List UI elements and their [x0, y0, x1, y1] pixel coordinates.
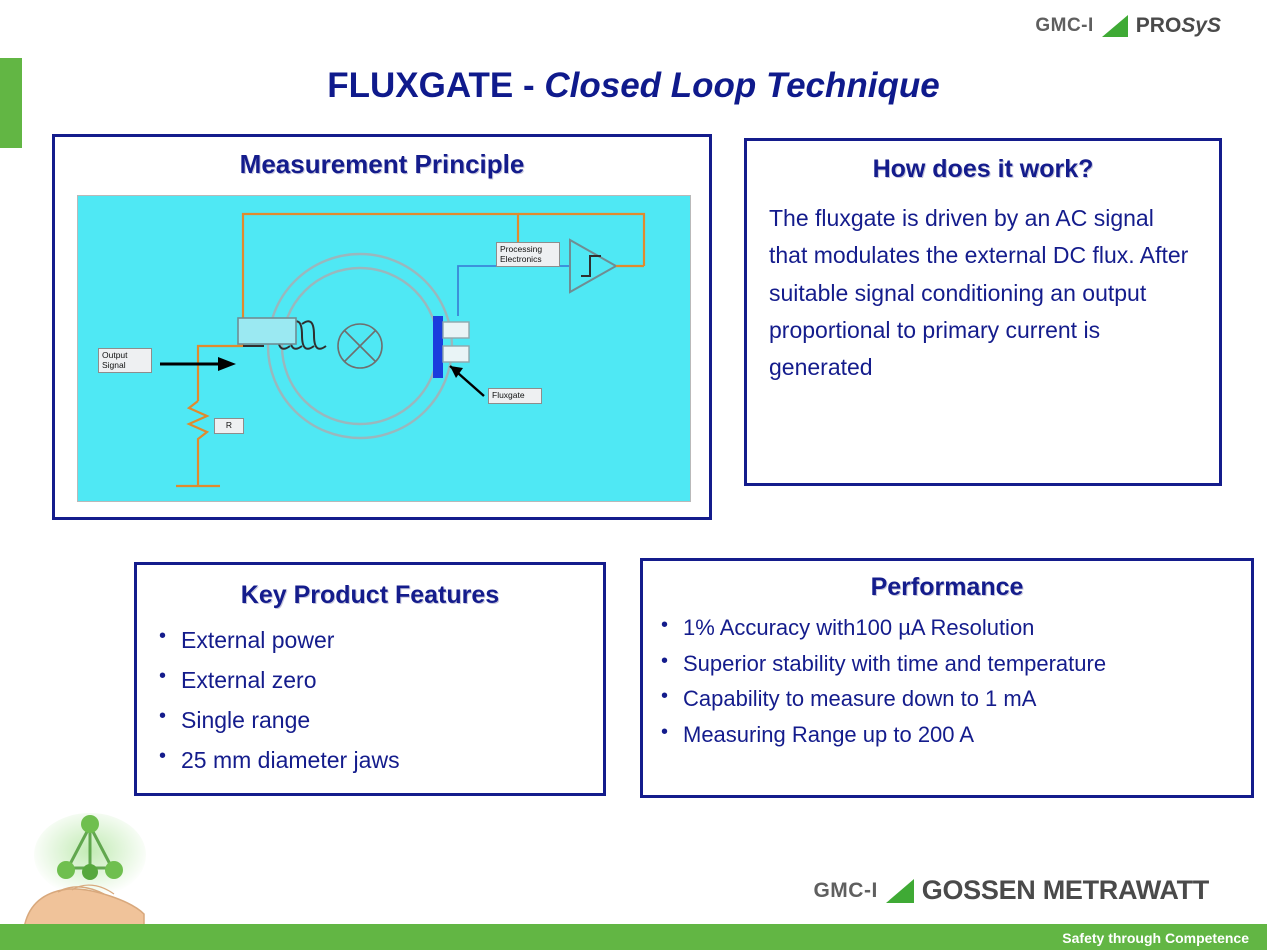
performance-heading: Performance	[870, 573, 1024, 601]
brand-prosys-label: PROSyS	[1135, 14, 1221, 37]
footer-tagline: Safety through Competence	[1062, 930, 1249, 946]
label-output-signal: Output Signal	[98, 348, 152, 373]
list-item: • Single range	[155, 700, 603, 740]
list-item: • Superior stability with time and temperature	[657, 646, 1251, 682]
how-it-works-panel	[744, 138, 1222, 486]
triangle-icon	[1102, 15, 1128, 37]
fluxgate-diagram-svg	[78, 196, 688, 499]
measurement-principle-panel	[52, 134, 712, 520]
triangle-icon	[886, 879, 914, 903]
list-item: • Capability to measure down to 1 mA	[657, 681, 1251, 717]
brand-logo-bottom	[813, 875, 1209, 906]
hand-logo-svg	[18, 810, 188, 930]
performance-list	[643, 610, 1251, 753]
list-item: • 1% Accuracy with100 µA Resolution	[657, 610, 1251, 646]
list-item: • 25 mm diameter jaws	[155, 740, 603, 780]
list-item: • Measuring Range up to 200 A	[657, 717, 1251, 753]
fluxgate-diagram	[77, 195, 691, 502]
hand-logo-artwork	[18, 810, 188, 930]
list-item: • External power	[155, 620, 603, 660]
how-it-works-body: The fluxgate is driven by an AC signal that modulates the external DC flux. After suitable signal conditioning an output proportional to primary current is generated	[769, 205, 1189, 380]
key-features-heading: Key Product Features	[240, 581, 500, 609]
page-title	[0, 66, 1267, 106]
brand-logo-top	[1035, 14, 1221, 38]
title-plain: FLUXGATE -	[327, 66, 545, 105]
label-fluxgate: Fluxgate	[488, 388, 542, 404]
performance-panel	[640, 558, 1254, 798]
label-resistor: R	[214, 418, 244, 434]
brand-gmc-label: GMC-I	[1035, 15, 1094, 36]
brand-company-name: GOSSEN METRAWATT	[921, 875, 1209, 905]
key-features-panel	[134, 562, 606, 796]
label-processing-electronics: Processing Electronics	[496, 242, 560, 267]
how-it-works-heading: How does it work?	[872, 155, 1094, 183]
list-item: • External zero	[155, 660, 603, 700]
brand-gmc-label-bottom: GMC-I	[813, 878, 878, 902]
title-italic: Closed Loop Technique	[544, 66, 940, 105]
key-features-list	[137, 620, 603, 780]
measurement-principle-heading: Measurement Principle	[239, 149, 525, 179]
